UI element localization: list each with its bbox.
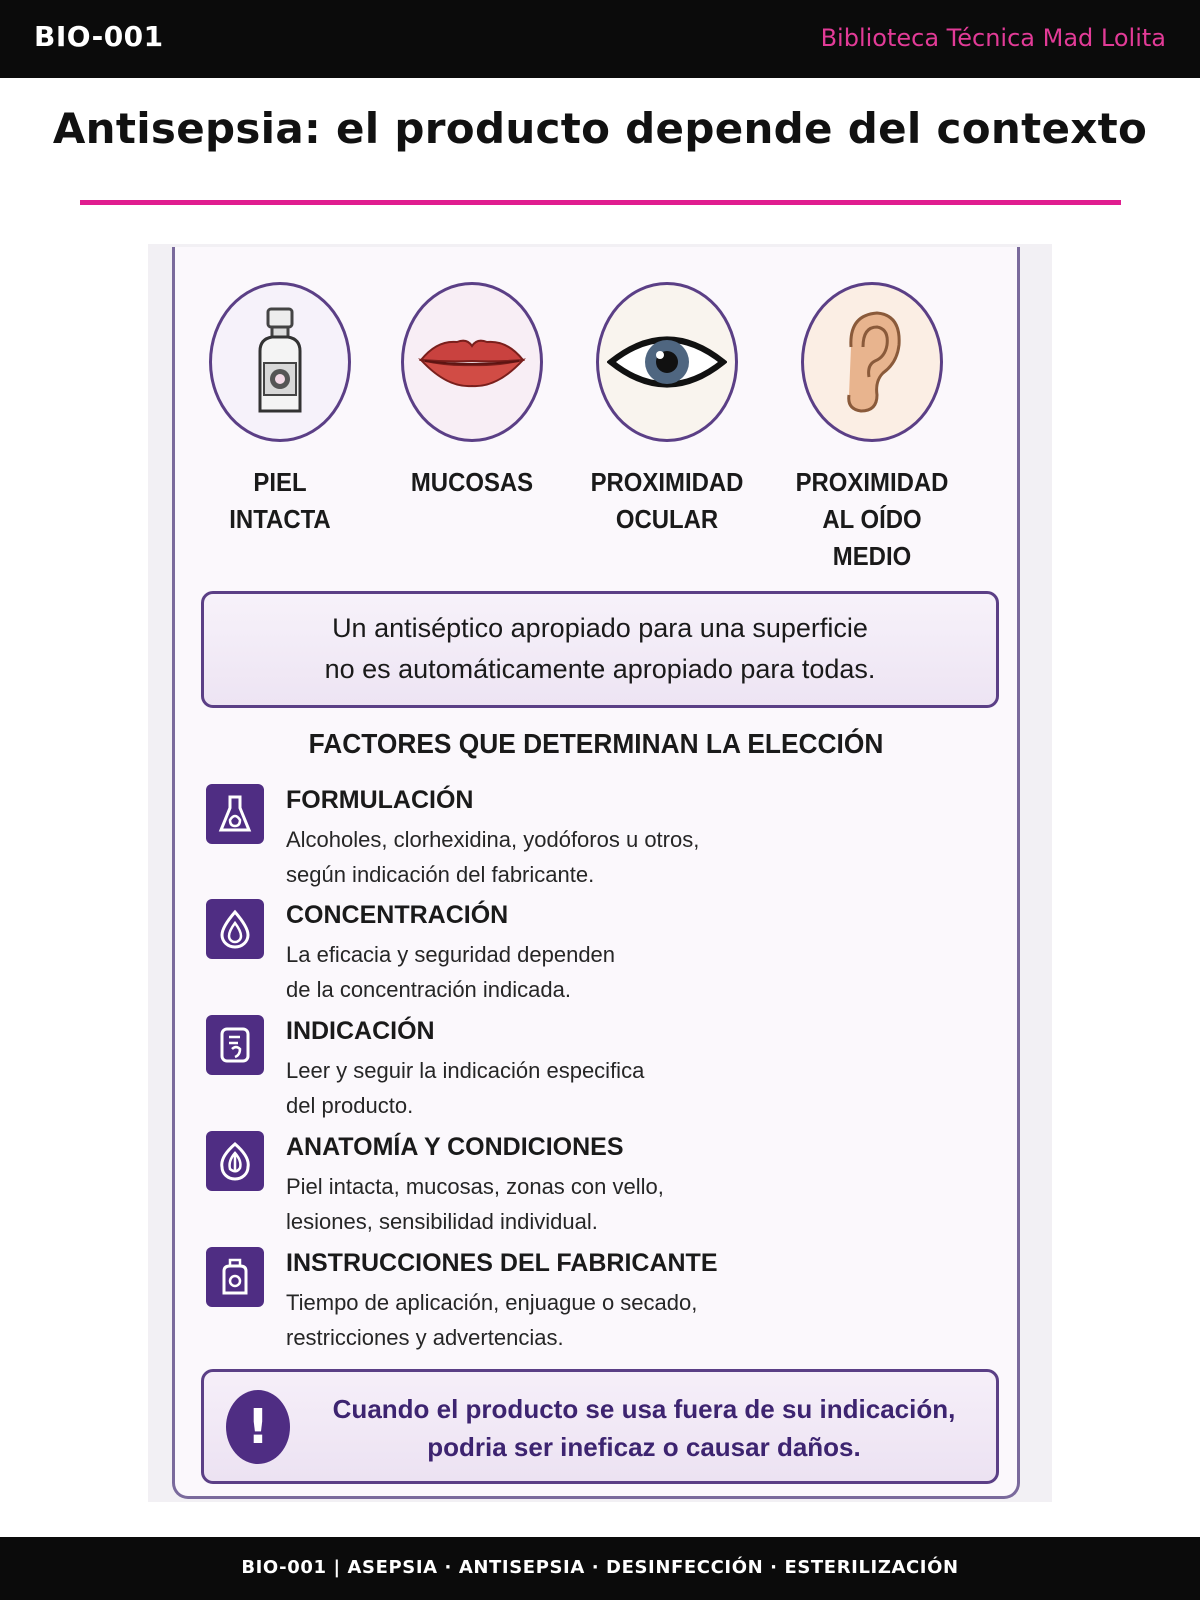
ear-icon <box>801 282 943 442</box>
context-proximidad-oido <box>762 282 982 575</box>
context-label: MUCOSAS <box>410 467 534 497</box>
bottle-icon <box>206 1247 264 1307</box>
factor-description: Alcoholes, clorhexidina, yodóforos u otros, según indicación del fabricante. <box>286 827 700 887</box>
page-title: Antisepsia: el producto depende del contexto <box>52 104 1148 153</box>
factor-item-instrucciones <box>206 1247 906 1357</box>
factor-item-formulacion <box>206 784 906 894</box>
flask-icon <box>206 784 264 844</box>
context-mucosas <box>362 282 582 501</box>
drop-icon <box>206 899 264 959</box>
context-proximidad-ocular <box>557 282 777 538</box>
document-code: BIO-001 <box>34 20 164 53</box>
library-name: Biblioteca Técnica Mad Lolita <box>820 24 1166 52</box>
title-divider <box>80 200 1121 205</box>
warning-box <box>201 1369 999 1484</box>
context-label: PROXIMIDAD OCULAR <box>590 467 744 534</box>
antiseptic-bottle-icon <box>209 282 351 442</box>
lips-icon <box>401 282 543 442</box>
leaf-icon <box>206 1131 264 1191</box>
factor-title: CONCENTRACIÓN <box>286 901 509 929</box>
eye-icon <box>596 282 738 442</box>
key-message-box <box>201 591 999 708</box>
context-piel-intacta <box>170 282 390 538</box>
factor-title: FORMULACIÓN <box>286 786 474 814</box>
factor-title: ANATOMÍA Y CONDICIONES <box>286 1133 624 1161</box>
footer-text: BIO-001 | ASEPSIA · ANTISEPSIA · DESINFECCIÓN · ESTERILIZACIÓN <box>241 1557 959 1578</box>
factor-item-anatomia <box>206 1131 906 1241</box>
header-bar <box>0 0 1200 78</box>
factor-title: INSTRUCCIONES DEL FABRICANTE <box>286 1249 718 1277</box>
factor-description: Leer y seguir la indicación especifica del producto. <box>286 1058 645 1118</box>
exclamation-icon: ! <box>226 1390 290 1464</box>
factor-title: INDICACIÓN <box>286 1017 435 1045</box>
factors-heading: FACTORES QUE DETERMINAN LA ELECCIÓN <box>308 728 884 759</box>
warning-text: Cuando el producto se usa fuera de su indicación, podria ser ineficaz o causar daños. <box>332 1394 956 1462</box>
key-message-line: Un antiséptico apropiado para una superficie <box>332 613 868 643</box>
footer-bar <box>0 1537 1200 1600</box>
factor-description: Piel intacta, mucosas, zonas con vello, lesiones, sensibilidad individual. <box>286 1174 664 1234</box>
context-label: PIEL INTACTA <box>229 467 331 534</box>
key-message-line: no es automáticamente apropiado para todas. <box>324 654 876 684</box>
label-icon <box>206 1015 264 1075</box>
factor-item-concentracion <box>206 899 906 1009</box>
context-label: PROXIMIDAD AL OÍDO MEDIO <box>795 467 949 571</box>
factor-description: La eficacia y seguridad dependen de la concentración indicada. <box>286 942 616 1002</box>
factor-description: Tiempo de aplicación, enjuague o secado, restricciones y advertencias. <box>286 1290 698 1350</box>
factor-item-indicacion <box>206 1015 906 1125</box>
